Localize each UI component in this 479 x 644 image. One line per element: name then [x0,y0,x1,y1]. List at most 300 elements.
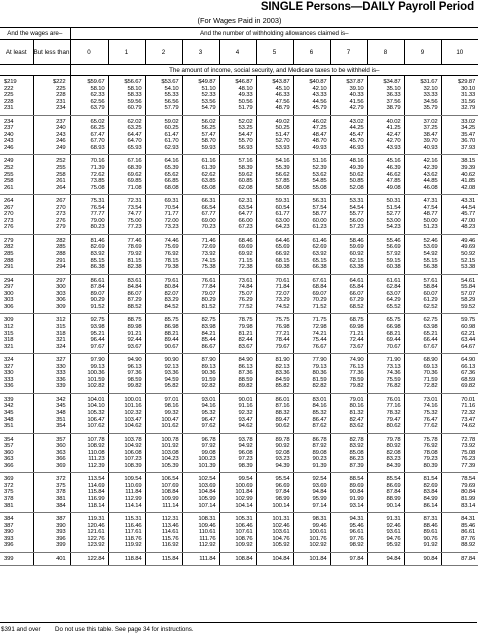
withholding-amount: 84.90 [238,357,253,364]
withholding-amount: 46.39 [386,165,401,172]
withholding-amount-cell [404,314,441,354]
withholding-amount: 86.69 [386,482,401,489]
allowance-column-header: 0 [70,40,108,65]
withholding-amount: $46.87 [235,79,253,85]
withholding-amount: 104.62 [124,423,142,430]
withholding-amount: 71.59 [423,376,438,383]
withholding-amount: 34.56 [423,98,438,105]
wage-but-less-cell [33,354,70,394]
withholding-amount: 71.15 [238,257,253,264]
wage-at-least-cell [0,552,33,566]
withholding-amount: 95.82 [164,383,179,390]
withholding-amount: 88.21 [164,330,179,337]
table-row [0,155,478,195]
withholding-amount: 96.69 [275,482,290,489]
wage-but-less: 234 [56,105,66,112]
withholding-amount: 54.85 [312,178,327,185]
withholding-amount: 63.98 [423,323,438,330]
withholding-amount-cell [145,433,182,473]
withholding-amount: 94.31 [349,516,364,523]
withholding-amount: 88.54 [349,476,364,483]
allowance-column-header: 4 [219,40,256,65]
withholding-amount: 66.38 [312,264,327,271]
withholding-amount-cell [404,234,441,274]
withholding-amount: 57.79 [164,105,179,112]
withholding-amount: 102.99 [235,495,253,502]
allowance-column-header: 9 [404,40,441,65]
withholding-amount: 81.90 [275,357,290,364]
withholding-amount: 61.23 [312,224,327,231]
withholding-amount: 73.23 [164,224,179,231]
withholding-amount: 82.82 [312,383,327,390]
withholding-amount-cell [330,76,367,116]
withholding-amount: 82.75 [201,317,216,324]
withholding-amount: 84.31 [461,516,476,523]
withholding-amount-cell [70,354,108,394]
withholding-amount-cell [404,274,441,314]
withholding-amount-cell [219,433,256,473]
withholding-amount: 60.00 [312,217,327,224]
withholding-amount: 65.02 [90,118,105,125]
withholding-amount: 104.84 [272,555,290,562]
withholding-amount: 101.39 [198,462,216,469]
withholding-amount: 34.25 [461,125,476,132]
wage-but-less: 387 [56,516,66,523]
withholding-amount: 66.25 [90,125,105,132]
wage-but-less: 249 [56,144,66,151]
withholding-amount: 56.93 [238,144,253,151]
withholding-amount: 79.67 [275,343,290,350]
withholding-amount: 102.92 [309,542,327,549]
withholding-amount: 76.29 [238,297,253,304]
withholding-amount: 38.47 [423,131,438,138]
wage-but-less-cell [33,195,70,235]
withholding-amount-cell [367,513,404,553]
withholding-amount: 98.31 [312,516,327,523]
withholding-amount-cell [108,314,145,354]
wage-at-least: 366 [4,462,14,469]
withholding-amount: 122.76 [87,535,105,542]
wage-at-least: 369 [4,476,14,483]
withholding-amount: 49.02 [275,118,290,125]
withholding-amount: 68.52 [349,303,364,310]
withholding-amount: 70.29 [312,297,327,304]
withholding-amount: 61.47 [164,131,179,138]
withholding-amount: 93.98 [90,323,105,330]
table-row [0,552,478,566]
withholding-amount-cell [182,115,219,155]
wage-at-least: 306 [4,303,14,310]
withholding-amount: 91.16 [238,403,253,410]
wage-but-less-cell [33,433,70,473]
withholding-amount-cell [367,115,404,155]
withholding-amount: 98.92 [349,542,364,549]
withholding-amount: 63.25 [127,125,142,132]
withholding-amount: 57.85 [275,178,290,185]
withholding-amount: 80.62 [386,423,401,430]
withholding-amount: $40.87 [309,79,327,85]
withholding-amount-cell [219,195,256,235]
withholding-amount: 97.67 [90,343,105,350]
withholding-amount: 117.61 [124,529,142,536]
wage-at-least-cell [0,274,33,314]
wage-but-less: 360 [56,443,66,450]
withholding-amount: 103.08 [161,449,179,456]
withholding-amount: 56.69 [386,244,401,251]
withholding-amount: 71.21 [349,330,364,337]
table-row [0,433,478,473]
withholding-amount: 39.39 [461,165,476,172]
withholding-amount: 91.31 [386,516,401,523]
withholding-amount: 73.92 [461,443,476,450]
wage-but-less: 225 [56,85,66,92]
wage-but-less: 264 [56,184,66,191]
withholding-amount-cell [367,274,404,314]
wage-but-less: 258 [56,171,66,178]
withholding-amount-cell [70,195,108,235]
wage-but-less-cell [33,513,70,553]
withholding-amount: 56.62 [275,171,290,178]
withholding-amount: 52.33 [201,92,216,99]
withholding-amount: 82.47 [349,416,364,423]
withholding-amount: 77.77 [90,211,105,218]
withholding-amount-cell [367,155,404,195]
wage-at-least: 315 [4,330,14,337]
withholding-amount: 79.61 [164,277,179,284]
withholding-amount: 92.13 [164,363,179,370]
withholding-amount-cell [256,234,293,274]
withholding-amount: 96.44 [90,337,105,344]
wage-but-less: 339 [56,383,66,390]
withholding-amount: 85.54 [386,476,401,483]
withholding-amount: 104.23 [161,456,179,463]
withholding-amount: 81.52 [201,303,216,310]
wage-but-less: 333 [56,370,66,377]
withholding-amount: 59.02 [164,118,179,125]
withholding-amount: 88.99 [386,495,401,502]
withholding-amount: 82.13 [275,363,290,370]
withholding-amount: 96.61 [349,529,364,536]
withholding-amount: 62.33 [90,92,105,99]
withholding-amount: 72.78 [461,436,476,443]
wage-at-least: 258 [4,178,14,185]
withholding-amount-cell [441,354,478,394]
withholding-amount: 79.01 [349,396,364,403]
withholding-amount: 90.62 [275,423,290,430]
withholding-amount: 104.84 [198,489,216,496]
withholding-amount: 58.39 [238,165,253,172]
allowance-column-header: 3 [182,40,219,65]
wage-at-least: 342 [4,403,14,410]
withholding-amount: 66.00 [238,217,253,224]
withholding-amount: 78.44 [275,337,290,344]
withholding-amount: 59.15 [386,257,401,264]
withholding-amount: 64.16 [164,158,179,165]
withholding-amount: 44.25 [349,125,364,132]
wage-but-less: 384 [56,502,66,509]
withholding-amount-cell [219,354,256,394]
withholding-amount-cell [145,314,182,354]
withholding-amount: $37.87 [346,79,364,85]
withholding-amount: 82.78 [349,436,364,443]
withholding-amount-cell [293,76,330,116]
at-least-header: At least [0,40,33,65]
withholding-amount: 97.62 [201,423,216,430]
withholding-amount: 55.84 [461,284,476,291]
withholding-amount: 57.47 [201,131,216,138]
wage-but-less: 306 [56,297,66,304]
wage-but-less: 357 [56,436,66,443]
withholding-amount-cell [70,155,108,195]
withholding-amount-cell [182,473,219,513]
wage-but-less: 363 [56,449,66,456]
footer-divider [0,622,477,623]
withholding-amount: 90.23 [312,456,327,463]
withholding-amount: 50.92 [461,251,476,258]
withholding-amount: 45.79 [312,105,327,112]
table-row [0,513,478,553]
withholding-amount: 87.16 [275,403,290,410]
wage-but-less: 261 [56,178,66,185]
withholding-amount: 106.46 [235,522,253,529]
withholding-amount: 118.76 [124,535,142,542]
withholding-amount: 62.62 [201,171,216,178]
wage-at-least: 324 [4,357,14,364]
withholding-amount: 78.59 [349,376,364,383]
wage-but-less: 309 [56,303,66,310]
withholding-amount: 93.61 [386,529,401,536]
withholding-amount: 92.44 [127,337,142,344]
withholding-amount: 76.61 [201,277,216,284]
wage-at-least: 222 [4,85,14,92]
withholding-amount: 109.46 [198,522,216,529]
withholding-amount: 42.16 [423,158,438,165]
withholding-amount: 118.84 [124,555,142,562]
withholding-amount: 82.38 [127,264,142,271]
withholding-amount: 41.85 [461,178,476,185]
withholding-amount: 61.46 [312,237,327,244]
withholding-amount: 50.56 [238,98,253,105]
withholding-amount: 94.76 [386,535,401,542]
withholding-amount: 63.44 [461,337,476,344]
wage-at-least: 234 [4,118,14,125]
wage-but-less: 369 [56,462,66,469]
withholding-amount-cell [182,234,219,274]
withholding-amount-cell [404,473,441,513]
withholding-amount: 97.01 [164,396,179,403]
withholding-amount: 74.36 [386,370,401,377]
withholding-amount: 54.79 [201,105,216,112]
wage-but-less: 255 [56,165,66,172]
withholding-amount-cell [367,234,404,274]
withholding-amount: 100.78 [161,436,179,443]
wage-but-less: 300 [56,284,66,291]
wage-but-less: 393 [56,529,66,536]
withholding-amount: 57.61 [423,277,438,284]
wage-but-less: 297 [56,277,66,284]
wage-but-less: $222 [53,79,66,85]
wage-at-least-cell [0,513,33,553]
withholding-amount: 91.52 [90,303,105,310]
withholding-amount: 107.14 [198,502,216,509]
withholding-amount: 37.02 [423,118,438,125]
withholding-amount: 75.75 [275,317,290,324]
withholding-amount: 55.08 [312,184,327,191]
withholding-amount: 43.62 [423,171,438,178]
wage-at-least: 276 [4,224,14,231]
withholding-amount: 81.46 [90,237,105,244]
withholding-amount: 107.62 [87,423,105,430]
wage-but-less: 348 [56,409,66,416]
page-title: SINGLE Persons—DAILY Payroll Period [260,1,474,13]
wage-at-least: 279 [4,237,14,244]
table-row [0,115,478,155]
withholding-amount: 100.14 [272,502,290,509]
withholding-amount-cell [256,195,293,235]
withholding-amount: 40.02 [386,118,401,125]
withholding-amount: 62.69 [312,244,327,251]
withholding-amount: 69.98 [349,323,364,330]
withholding-amount: 65.52 [386,303,401,310]
withholding-amount: 59.75 [461,317,476,324]
withholding-amount: 54.10 [164,85,179,92]
withholding-amount-cell [293,274,330,314]
withholding-amount: 90.76 [423,535,438,542]
withholding-amount: $49.87 [198,79,216,85]
withholding-amount-cell [367,552,404,566]
withholding-amount-cell [70,274,108,314]
wage-at-least: 243 [4,138,14,145]
wage-at-least: 390 [4,529,14,536]
withholding-amount: 115.31 [124,516,142,523]
withholding-amount-cell [145,195,182,235]
withholding-amount-cell [441,115,478,155]
withholding-amount: 70.54 [164,204,179,211]
withholding-amount-cell [367,473,404,513]
withholding-amount: $34.87 [383,79,401,85]
withholding-amount: 92.54 [312,476,327,483]
table-row [0,234,478,274]
withholding-amount: 39.10 [349,85,364,92]
wage-at-least: 228 [4,98,14,105]
table-row [0,274,478,314]
withholding-amount: 83.36 [275,370,290,377]
withholding-amount: 80.84 [461,489,476,496]
withholding-amount: 46.33 [275,92,290,99]
withholding-amount: 104.92 [124,443,142,450]
withholding-amount: 89.44 [164,337,179,344]
withholding-amount: 104.76 [272,535,290,542]
withholding-amount: 86.47 [312,416,327,423]
withholding-amount: 75.69 [164,244,179,251]
withholding-amount-cell [330,354,367,394]
wage-but-less: 354 [56,423,66,430]
withholding-amount: 38.79 [386,105,401,112]
withholding-amount: 37.56 [386,98,401,105]
wage-at-least: 393 [4,535,14,542]
withholding-amount: 100.36 [87,370,105,377]
withholding-amount-cell [367,76,404,116]
withholding-amount: 58.33 [127,92,142,99]
withholding-amount: 47.31 [423,198,438,205]
withholding-amount: 68.84 [312,284,327,291]
withholding-amount: 87.92 [312,443,327,450]
allowance-column-header: 2 [145,40,182,65]
withholding-amount: 73.61 [238,277,253,284]
withholding-amount: 101.76 [309,535,327,542]
withholding-amount: 98.16 [164,403,179,410]
withholding-amount: 102.54 [198,476,216,483]
wage-but-less: 321 [56,337,66,344]
allowance-column-header: 7 [330,40,367,65]
withholding-amount: 63.92 [312,251,327,258]
withholding-amount: 73.92 [201,251,216,258]
withholding-amount: 52.39 [312,165,327,172]
withholding-amount: 75.59 [386,376,401,383]
withholding-amount: 110.61 [198,529,216,536]
withholding-amount: 62.84 [386,284,401,291]
withholding-amount: 64.47 [127,131,142,138]
withholding-amount: 59.56 [127,98,142,105]
wage-at-least: 261 [4,184,14,191]
withholding-amount-cell [145,552,182,566]
withholding-amount: 50.85 [349,178,364,185]
withholding-amount: 101.84 [309,555,327,562]
wage-but-less: 282 [56,237,66,244]
withholding-amount-cell [404,155,441,195]
withholding-amount: 63.85 [201,178,216,185]
withholding-amount: 106.54 [161,476,179,483]
withholding-amount: 83.92 [90,251,105,258]
withholding-amount: 63.79 [90,105,105,112]
withholding-amount: 101.62 [161,423,179,430]
withholding-amount: 79.07 [201,290,216,297]
withholding-amount: 35.10 [386,85,401,92]
withholding-amount: 42.10 [312,85,327,92]
withholding-amount-cell [108,354,145,394]
withholding-amount: 52.15 [461,257,476,264]
withholding-amount-cell [330,155,367,195]
withholding-amount-cell [256,433,293,473]
withholding-amount: 96.47 [201,416,216,423]
withholding-amount: 69.00 [201,217,216,224]
withholding-amount: 91.21 [127,330,142,337]
withholding-amount: 72.62 [90,171,105,178]
withholding-amount: 62.56 [90,98,105,105]
withholding-amount: 63.38 [349,264,364,271]
wage-but-less-cell [33,155,70,195]
withholding-amount: 53.38 [461,264,476,271]
page-subtitle: (For Wages Paid in 2003) [197,16,282,25]
withholding-amount: 65.08 [201,184,216,191]
withholding-amount: 89.61 [423,529,438,536]
withholding-amount: 76.92 [423,443,438,450]
withholding-amount-cell [182,433,219,473]
table-row [0,354,478,394]
withholding-amount-cell [256,314,293,354]
withholding-amount: 114.14 [124,502,142,509]
withholding-amount: 77.39 [461,462,476,469]
wage-but-less: 345 [56,403,66,410]
withholding-amount: 65.62 [164,171,179,178]
wage-but-less: 240 [56,125,66,132]
withholding-amount-cell [330,274,367,314]
withholding-amount: 88.59 [238,376,253,383]
withholding-amount-cell [108,115,145,155]
withholding-amount: 80.36 [312,370,327,377]
withholding-amount: 116.92 [161,542,179,549]
withholding-amount: 85.32 [312,409,327,416]
